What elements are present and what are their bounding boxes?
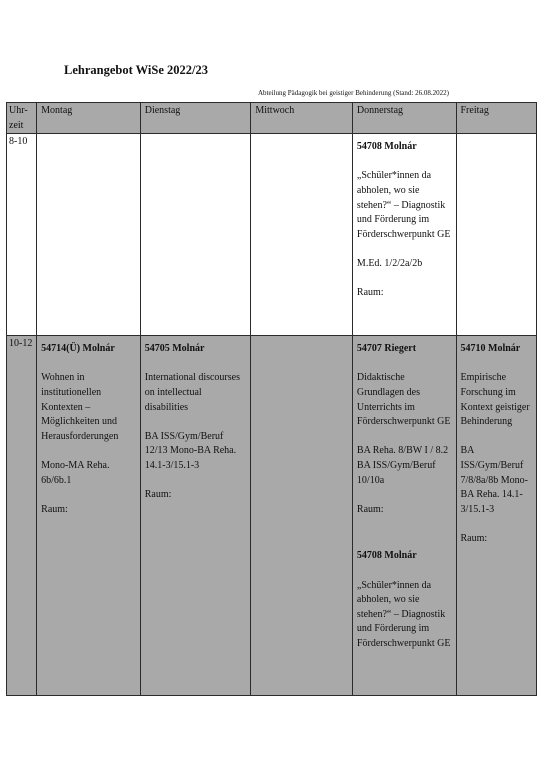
cell-thursday-course bbox=[352, 134, 456, 336]
cell-monday-empty bbox=[37, 134, 141, 336]
cell-wednesday-empty bbox=[251, 134, 353, 336]
course-id: 54708 Molnár bbox=[356, 141, 417, 153]
cell-friday-course bbox=[456, 336, 537, 696]
table-header-row bbox=[7, 103, 537, 134]
cell-thursday-courses bbox=[352, 336, 456, 696]
course-program: Mono-MA Reha. 6b/6b.1 bbox=[41, 459, 110, 486]
course-id: 54714(Ü) Molnár bbox=[41, 343, 115, 355]
course-room: Raum: bbox=[460, 532, 488, 544]
header-friday: Freitag bbox=[456, 103, 537, 134]
course-title: Empirische Forschung im Kontext geistiger Behinderung bbox=[460, 372, 530, 428]
header-tuesday: Dienstag bbox=[140, 103, 251, 134]
header-wednesday: Mittwoch bbox=[251, 103, 353, 134]
course-title: Wohnen in institutionellen Kontexten – Möglichkeiten und Herausforderungen bbox=[41, 372, 119, 442]
course-title: „Schüler*innen da abholen, wo sie stehen?“ – Diagnostik und Förderung im Förderschwerpunkt GE bbox=[356, 170, 451, 240]
course-room: Raum: bbox=[41, 503, 68, 515]
course-id: 54707 Riegert bbox=[356, 343, 417, 355]
course-id: 54705 Molnár bbox=[144, 343, 205, 355]
course-id: 54708 Molnár bbox=[356, 550, 417, 562]
schedule-table bbox=[6, 102, 537, 696]
time-slot: 10-12 bbox=[7, 336, 37, 696]
course-program: BA Reha. 8/BW I / 8.2 BA ISS/Gym/Beruf 10/10a bbox=[356, 445, 449, 486]
header-time: Uhr-zeit bbox=[7, 103, 37, 134]
course-title: „Schüler*innen da abholen, wo sie stehen?“ – Diagnostik und Förderung im Förderschwerpunkt GE bbox=[356, 579, 451, 649]
cell-monday-course bbox=[37, 336, 141, 696]
table-row bbox=[7, 336, 537, 696]
document-title: Lehrangebot WiSe 2022/23 bbox=[64, 63, 208, 77]
course-room: Raum: bbox=[356, 503, 384, 515]
document-subtitle: Abteilung Pädagogik bei geistiger Behinderung (Stand: 26.08.2022) bbox=[258, 89, 449, 97]
time-slot: 8-10 bbox=[7, 134, 37, 336]
cell-friday-empty bbox=[456, 134, 537, 336]
header-monday: Montag bbox=[37, 103, 141, 134]
course-program: M.Ed. 1/2/2a/2b bbox=[356, 257, 423, 269]
course-program: BA ISS/Gym/Beruf 7/8/8a/8b Mono-BA Reha. 14.1-3/15.1-3 bbox=[460, 445, 528, 515]
course-program: BA ISS/Gym/Beruf 12/13 Mono-BA Reha. 14.1-3/15.1-3 bbox=[144, 430, 237, 471]
table-row bbox=[7, 134, 537, 336]
course-id: 54710 Molnár bbox=[460, 343, 521, 355]
course-spacer bbox=[357, 517, 452, 546]
cell-tuesday-empty bbox=[140, 134, 251, 336]
course-title: Didaktische Grundlagen des Unterrichts im Förderschwerpunkt GE bbox=[356, 372, 451, 428]
header-thursday: Donnerstag bbox=[352, 103, 456, 134]
cell-tuesday-course bbox=[140, 336, 251, 696]
course-room: Raum: bbox=[356, 287, 384, 299]
course-title: International discourses on intellectual disabilities bbox=[144, 372, 240, 413]
course-room: Raum: bbox=[144, 489, 172, 501]
cell-wednesday-empty bbox=[251, 336, 353, 696]
